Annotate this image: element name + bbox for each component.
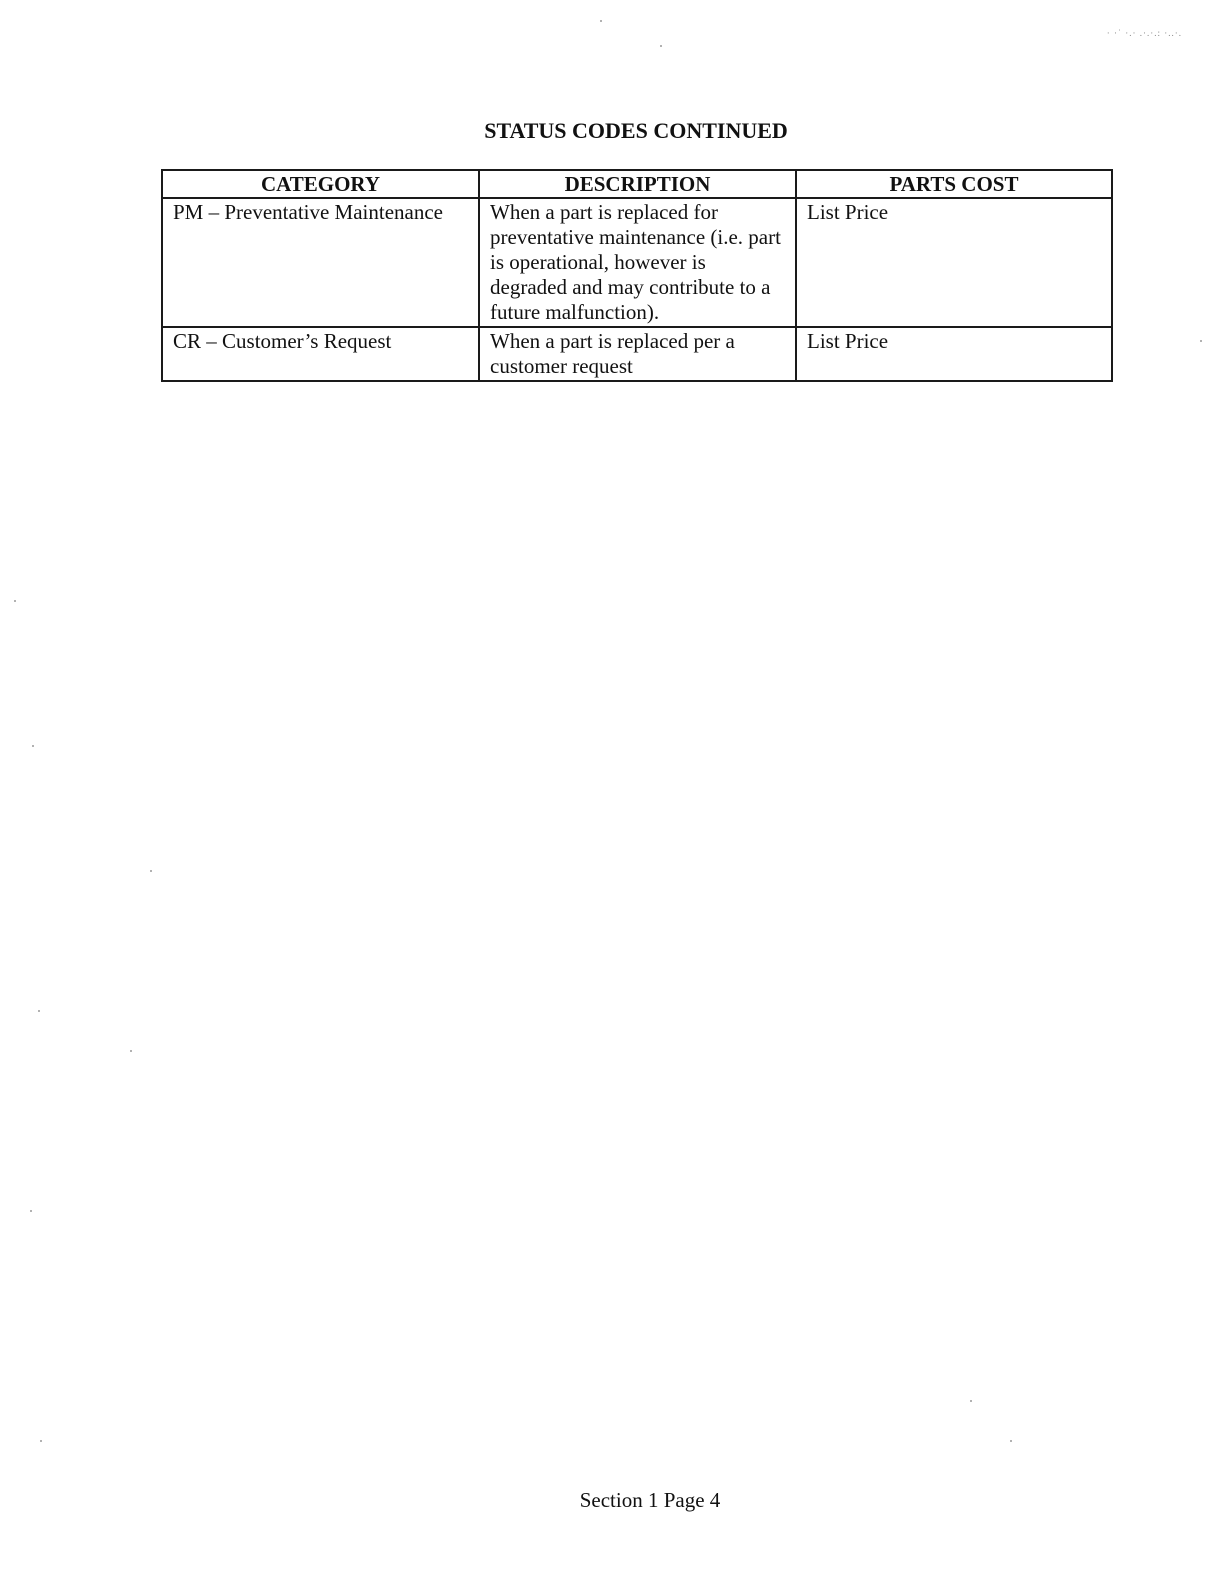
cell-category: CR – Customer’s Request bbox=[162, 327, 479, 381]
scan-speck bbox=[40, 1440, 42, 1442]
page-title: STATUS CODES CONTINUED bbox=[484, 118, 788, 143]
scan-speck bbox=[14, 600, 16, 602]
page-footer: Section 1 Page 4 bbox=[579, 1488, 721, 1512]
cell-category: PM – Preventative Maintenance bbox=[162, 198, 479, 327]
cell-description: When a part is replaced per a customer request bbox=[479, 327, 796, 381]
cell-parts-cost: List Price bbox=[796, 327, 1112, 381]
scan-speck bbox=[970, 1400, 972, 1402]
header-description: DESCRIPTION bbox=[479, 170, 796, 198]
scan-speck bbox=[600, 20, 602, 22]
header-parts-cost: PARTS COST bbox=[796, 170, 1112, 198]
scan-speck bbox=[1200, 340, 1202, 342]
scan-speck bbox=[38, 1010, 40, 1012]
scan-speck bbox=[130, 1050, 132, 1052]
scan-speck bbox=[660, 45, 662, 47]
scan-speck bbox=[30, 1210, 32, 1212]
status-codes-table bbox=[161, 169, 1113, 382]
cell-description: When a part is replaced for preventative maintenance (i.e. part is operational, however is degraded and may contribute to a future malfunction). bbox=[479, 198, 796, 327]
header-category: CATEGORY bbox=[162, 170, 479, 198]
table-row bbox=[162, 198, 1112, 327]
scan-speck bbox=[1010, 1440, 1012, 1442]
table-row bbox=[162, 327, 1112, 381]
table-header-row bbox=[162, 170, 1112, 198]
scan-artifact: · ·˙ ·.· .·.·.: ·..·. bbox=[1106, 28, 1182, 38]
scan-speck bbox=[32, 745, 34, 747]
scan-speck bbox=[150, 870, 152, 872]
cell-parts-cost: List Price bbox=[796, 198, 1112, 327]
